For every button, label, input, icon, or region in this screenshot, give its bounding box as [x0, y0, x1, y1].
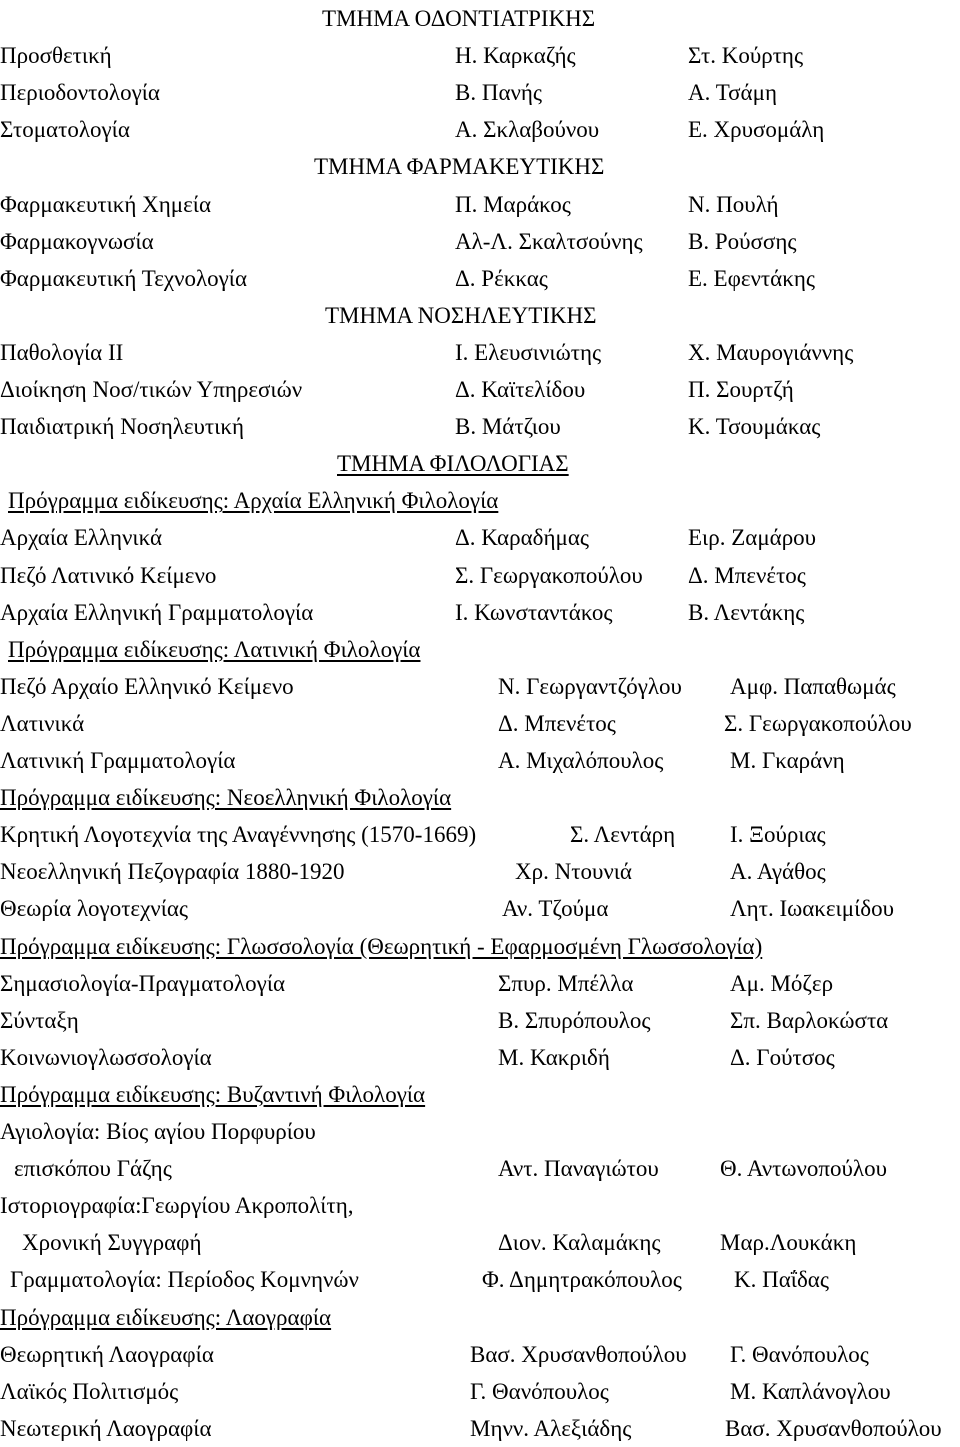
instructor-2: Β. Ρούσσης [688, 228, 797, 254]
course-row [0, 408, 960, 445]
course-row [0, 334, 960, 371]
course-name: Στοματολογία [0, 117, 130, 143]
course-row [0, 816, 960, 853]
course-name: Αγιολογία: Βίος αγίου Πορφυρίου [0, 1119, 316, 1144]
course-row [0, 371, 960, 408]
course-name: Αρχαία Ελληνικά [0, 525, 163, 551]
course-row [0, 519, 960, 556]
instructor-1: Αλ-Λ. Σκαλτσούνης [455, 228, 643, 254]
course-name: Λαϊκός Πολιτισμός [0, 1378, 179, 1404]
instructor-1: Σ. Γεωργακοπούλου [455, 562, 643, 588]
instructor-1: Α. Σκλαβούνου [455, 117, 600, 143]
instructor-2: Λητ. Ιωακειμίδου [730, 896, 894, 922]
section-heading [0, 445, 960, 482]
course-row [0, 223, 960, 260]
course-row [0, 260, 960, 297]
instructor-2: Π. Σουρτζή [688, 377, 794, 402]
course-name: Νεωτερική Λαογραφία [0, 1415, 212, 1441]
course-name: Λατινική Γραμματολογία [0, 748, 236, 773]
section-heading [0, 297, 960, 334]
specialization-heading-text: Πρόγραμμα ειδίκευσης: Γλωσσολογία (Θεωρητική - Εφαρμοσμένη Γλωσσολογία) [0, 933, 763, 959]
course-name: Φαρμακευτική Χημεία [0, 191, 212, 217]
instructor-1: Χρ. Ντουνιά [515, 859, 632, 885]
section-heading-text: ΤΜΗΜΑ ΦΑΡΜΑΚΕΥΤΙΚΗΣ [314, 154, 605, 180]
instructor-2: Μ. Καπλάνογλου [730, 1378, 891, 1404]
instructor-1: Π. Μαράκος [455, 191, 571, 217]
course-row [0, 74, 960, 111]
course-name: Διοίκηση Νοσ/τικών Υπηρεσιών [0, 377, 303, 402]
specialization-heading-text: Πρόγραμμα ειδίκευσης: Αρχαία Ελληνική Φιλολογία [8, 488, 499, 514]
course-name: Φαρμακευτική Τεχνολογία [0, 265, 248, 291]
course-name: Λατινικά [0, 710, 85, 736]
instructor-1: Γ. Θανόπουλος [470, 1378, 609, 1404]
instructor-2: Β. Λεντάκης [688, 599, 805, 625]
instructor-2: Χ. Μαυρογιάννης [688, 339, 854, 365]
course-row [0, 1187, 960, 1224]
course-row [0, 37, 960, 74]
specialization-heading-text: Πρόγραμμα ειδίκευσης: Λατινική Φιλολογία [8, 636, 421, 662]
course-row [0, 668, 960, 705]
instructor-2: Κ. Τσουμάκας [688, 414, 821, 440]
course-row [0, 965, 960, 1002]
specialization-heading [0, 1076, 960, 1113]
instructor-2: Στ. Κούρτης [688, 43, 804, 69]
instructor-1: Αν. Τζούμα [502, 896, 609, 922]
course-name: Περιοδοντολογία [0, 80, 160, 106]
instructor-2: Σπ. Βαρλοκώστα [730, 1007, 889, 1033]
specialization-heading-text: Πρόγραμμα ειδίκευσης: Βυζαντινή Φιλολογία [0, 1081, 426, 1107]
course-row [0, 557, 960, 594]
instructor-1: Δ. Καραδήμας [455, 525, 589, 551]
course-name: Σημασιολογία-Πραγματολογία [0, 970, 286, 996]
instructor-1: Μηνν. Αλεξιάδης [470, 1415, 632, 1441]
course-row [0, 742, 960, 779]
course-name: Κοινωνιογλωσσολογία [0, 1044, 212, 1070]
course-row [0, 705, 960, 742]
course-name: Χρονική Συγγραφή [22, 1230, 202, 1256]
course-name: Φαρμακογνωσία [0, 228, 154, 254]
instructor-1: Αντ. Παναγιώτου [498, 1156, 659, 1182]
instructor-1: Β. Πανής [455, 80, 543, 106]
instructor-2: Δ. Γούτσος [730, 1044, 835, 1070]
course-name: επισκόπου Γάζης [14, 1156, 172, 1182]
instructor-1: Ι. Ελευσινιώτης [455, 339, 602, 365]
specialization-heading-text: Πρόγραμμα ειδίκευσης: Νεοελληνική Φιλολογία [0, 785, 452, 811]
instructor-2: Αμ. Μόζερ [730, 970, 834, 996]
instructor-2: Ι. Ξούριας [730, 822, 826, 848]
course-row [0, 186, 960, 223]
instructor-2: Ε. Εφεντάκης [688, 265, 815, 291]
instructor-1: Η. Καρκαζής [455, 43, 576, 69]
instructor-2: Θ. Αντωνοπούλου [720, 1156, 887, 1182]
section-heading [0, 0, 960, 37]
instructor-1: Σπυρ. Μπέλλα [498, 970, 634, 996]
instructor-2: Ε. Χρυσομάλη [688, 117, 825, 143]
course-name: Γραμματολογία: Περίοδος Κομνηνών [10, 1267, 359, 1293]
instructor-2: Ν. Πουλή [688, 191, 779, 217]
course-row [0, 1002, 960, 1039]
instructor-2: Μ. Γκαράνη [730, 748, 845, 773]
specialization-heading [0, 482, 960, 519]
section-heading [0, 148, 960, 185]
instructor-2: Α. Τσάμη [688, 80, 777, 106]
course-name: Σύνταξη [0, 1007, 79, 1033]
specialization-heading [0, 1299, 960, 1336]
course-row [0, 594, 960, 631]
instructor-1: Δ. Καϊτελίδου [455, 377, 586, 402]
instructor-2: Μαρ.Λουκάκη [720, 1230, 857, 1256]
course-row [0, 1039, 960, 1076]
course-name: Ιστοριογραφία:Γεωργίου Ακροπολίτη, [0, 1193, 354, 1219]
course-row [0, 1410, 960, 1447]
instructor-1: Α. Μιχαλόπουλος [498, 748, 664, 773]
specialization-heading-text: Πρόγραμμα ειδίκευσης: Λαογραφία [0, 1304, 332, 1330]
course-row [0, 1224, 960, 1261]
specialization-heading [0, 779, 960, 816]
course-name: Νεοελληνική Πεζογραφία 1880-1920 [0, 859, 345, 885]
course-name: Πεζό Λατινικό Κείμενο [0, 562, 217, 588]
instructor-2: Σ. Γεωργακοπούλου [724, 710, 912, 736]
instructor-2: Αμφ. Παπαθωμάς [730, 673, 896, 699]
course-name: Θεωρητική Λαογραφία [0, 1341, 214, 1367]
instructor-2: Α. Αγάθος [730, 859, 826, 885]
course-name: Αρχαία Ελληνική Γραμματολογία [0, 599, 314, 625]
course-row [0, 1261, 960, 1298]
course-row [0, 1113, 960, 1150]
course-name: Θεωρία λογοτεχνίας [0, 896, 189, 922]
instructor-1: Ι. Κωνσταντάκος [455, 599, 613, 625]
course-name: Πεζό Αρχαίο Ελληνικό Κείμενο [0, 673, 294, 699]
section-heading-text: ΤΜΗΜΑ ΦΙΛΟΛΟΓΙΑΣ [337, 451, 569, 477]
specialization-heading [0, 928, 960, 965]
instructor-1: Β. Σπυρόπουλος [498, 1007, 651, 1033]
course-row [0, 1150, 960, 1187]
course-name: Παθολογία ΙΙ [0, 339, 124, 365]
instructor-1: Β. Μάτζιου [455, 414, 561, 440]
course-row [0, 890, 960, 927]
instructor-1: Φ. Δημητρακόπουλος [482, 1267, 682, 1293]
section-heading-text: ΤΜΗΜΑ ΟΔΟΝΤΙΑΤΡΙΚΗΣ [322, 6, 596, 31]
section-heading-text: ΤΜΗΜΑ ΝΟΣΗΛΕΥΤΙΚΗΣ [325, 302, 597, 328]
course-name: Προσθετική [0, 43, 112, 69]
course-row [0, 1373, 960, 1410]
instructor-1: Μ. Κακριδή [498, 1044, 610, 1070]
specialization-heading [0, 631, 960, 668]
instructor-1: Ν. Γεωργαντζόγλου [498, 673, 682, 699]
instructor-2: Κ. Παΐδας [734, 1267, 829, 1293]
course-row [0, 1336, 960, 1373]
instructor-1: Διον. Καλαμάκης [498, 1230, 661, 1256]
instructor-2: Γ. Θανόπουλος [730, 1341, 869, 1367]
instructor-1: Σ. Λεντάρη [570, 822, 676, 848]
instructor-2: Ειρ. Ζαμάρου [688, 525, 817, 551]
instructor-2: Βασ. Χρυσανθοπούλου [725, 1415, 942, 1441]
course-row [0, 853, 960, 890]
course-name: Κρητική Λογοτεχνία της Αναγέννησης (1570-1669) [0, 822, 477, 848]
instructor-1: Δ. Μπενέτος [498, 710, 616, 736]
course-row [0, 111, 960, 148]
instructor-1: Δ. Ρέκκας [455, 265, 548, 291]
course-name: Παιδιατρική Νοσηλευτική [0, 414, 244, 440]
instructor-1: Βασ. Χρυσανθοπούλου [470, 1341, 687, 1367]
instructor-2: Δ. Μπενέτος [688, 562, 806, 588]
